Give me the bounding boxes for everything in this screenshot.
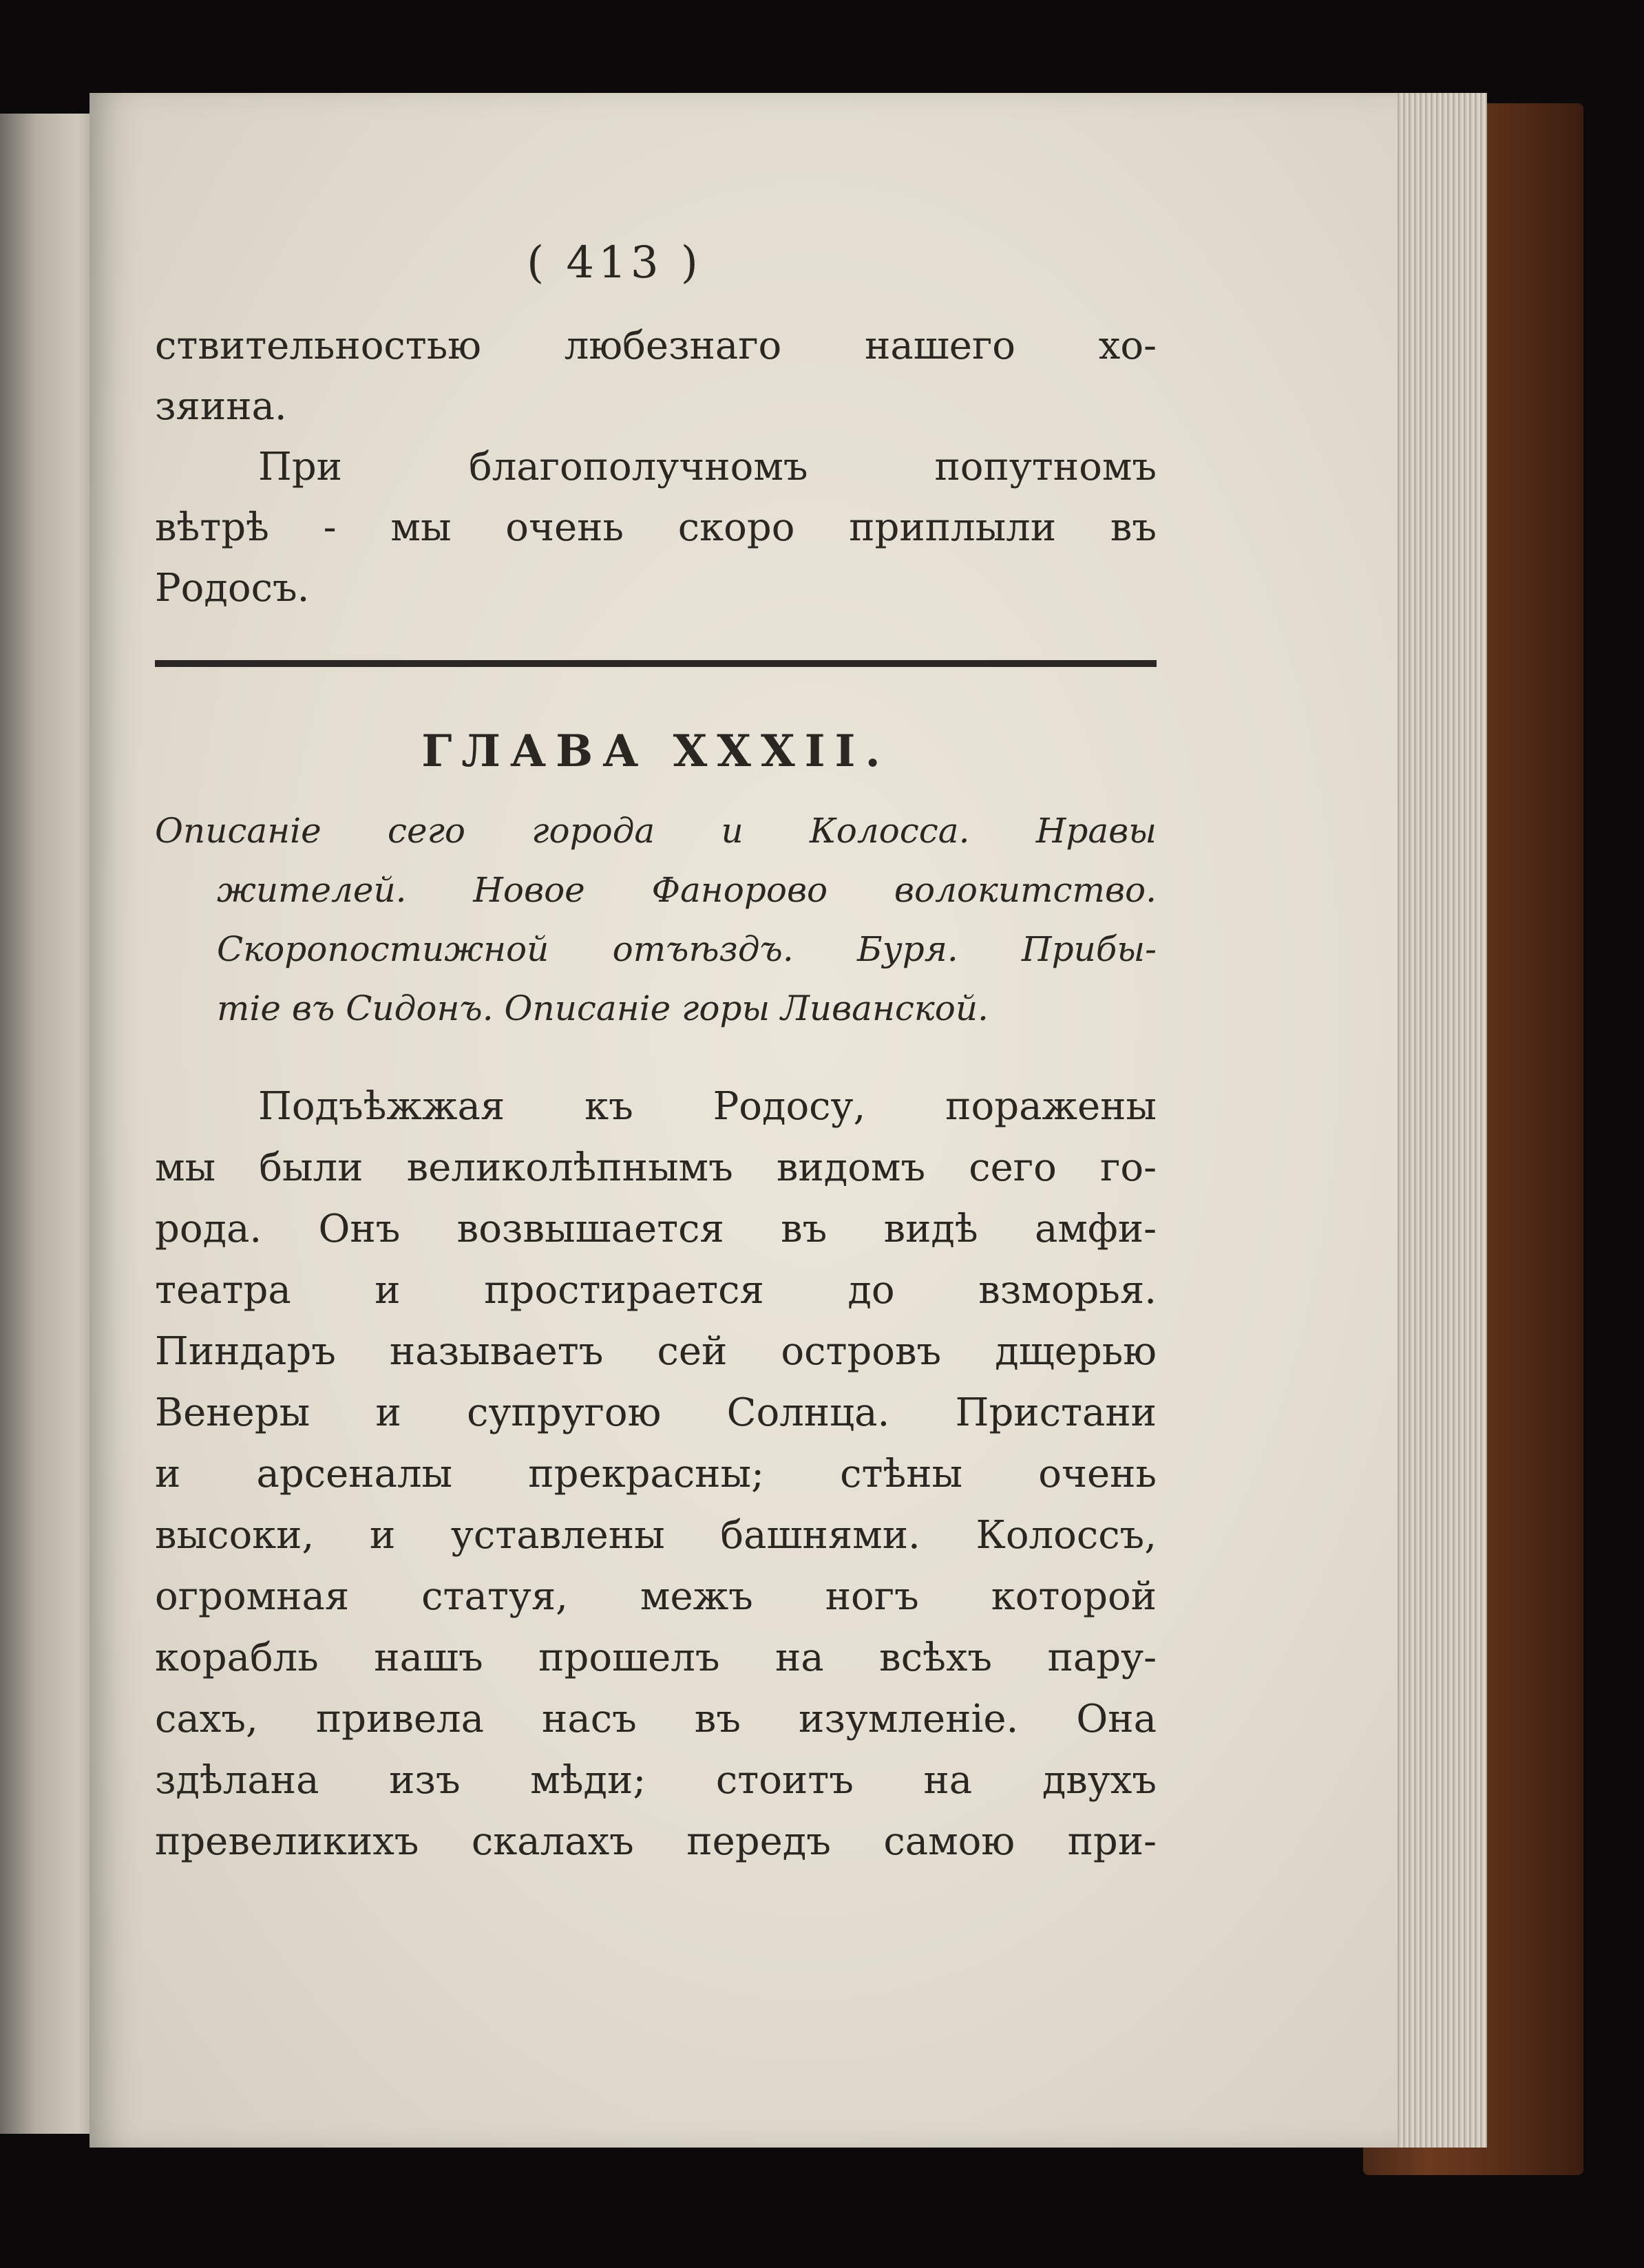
text-line: сахъ, привела насъ въ изумленіе. Она [155, 1697, 1157, 1741]
text-line: здѣлана изъ мѣди; стоитъ на двухъ [155, 1758, 1157, 1803]
synopsis-line: тіе въ Сидонъ. Описаніе горы Ливанской. [217, 988, 989, 1028]
text-line: ствительностью любезнаго нашего хо- [155, 324, 1157, 368]
chapter-synopsis [155, 801, 1157, 1038]
text-line: вѣтрѣ - мы очень скоро приплыли въ [155, 505, 1157, 550]
intro-paragraph [155, 316, 1157, 619]
page-content [155, 237, 1157, 1872]
book-page [89, 93, 1398, 2148]
text-line: мы были великолѣпнымъ видомъ сего го- [155, 1145, 1157, 1190]
text-line: рода. Онъ возвышается въ видѣ амфи- [155, 1207, 1157, 1251]
chapter-title: ГЛАВА XXXII. [421, 725, 890, 777]
text-line: Родосъ. [155, 566, 310, 611]
synopsis-line: жителей. Новое Фанорово волокитство. [217, 870, 1157, 910]
chapter-body [155, 1076, 1157, 1872]
page-number: ( 413 ) [527, 237, 702, 288]
text-line: При благополучномъ попутномъ [258, 445, 1157, 489]
page-edges [1384, 93, 1487, 2148]
section-divider [155, 660, 1157, 667]
text-line: зяина. [155, 384, 287, 429]
synopsis-line: Описаніе сего города и Колосса. Нравы [155, 811, 1157, 851]
text-line: корабль нашъ прошелъ на всѣхъ пару- [155, 1635, 1157, 1680]
text-line: высоки, и уставлены башнями. Колоссъ, [155, 1513, 1157, 1558]
text-line: Венеры и супругою Солнца. Пристани [155, 1390, 1157, 1435]
text-line: огромная статуя, межъ ногъ которой [155, 1574, 1157, 1619]
text-line: театра и простирается до взморья. [155, 1268, 1157, 1313]
text-line: Пиндаръ называетъ сей островъ дщерью [155, 1329, 1157, 1374]
synopsis-line: Скоропостижной отъѣздъ. Буря. Прибы- [217, 929, 1157, 969]
text-line: и арсеналы прекрасны; стѣны очень [155, 1452, 1157, 1496]
text-line: Подъѣжжая къ Родосу, поражены [258, 1084, 1157, 1129]
text-line: превеликихъ скалахъ передъ самою при- [155, 1819, 1157, 1864]
left-page-edge [0, 114, 103, 2134]
